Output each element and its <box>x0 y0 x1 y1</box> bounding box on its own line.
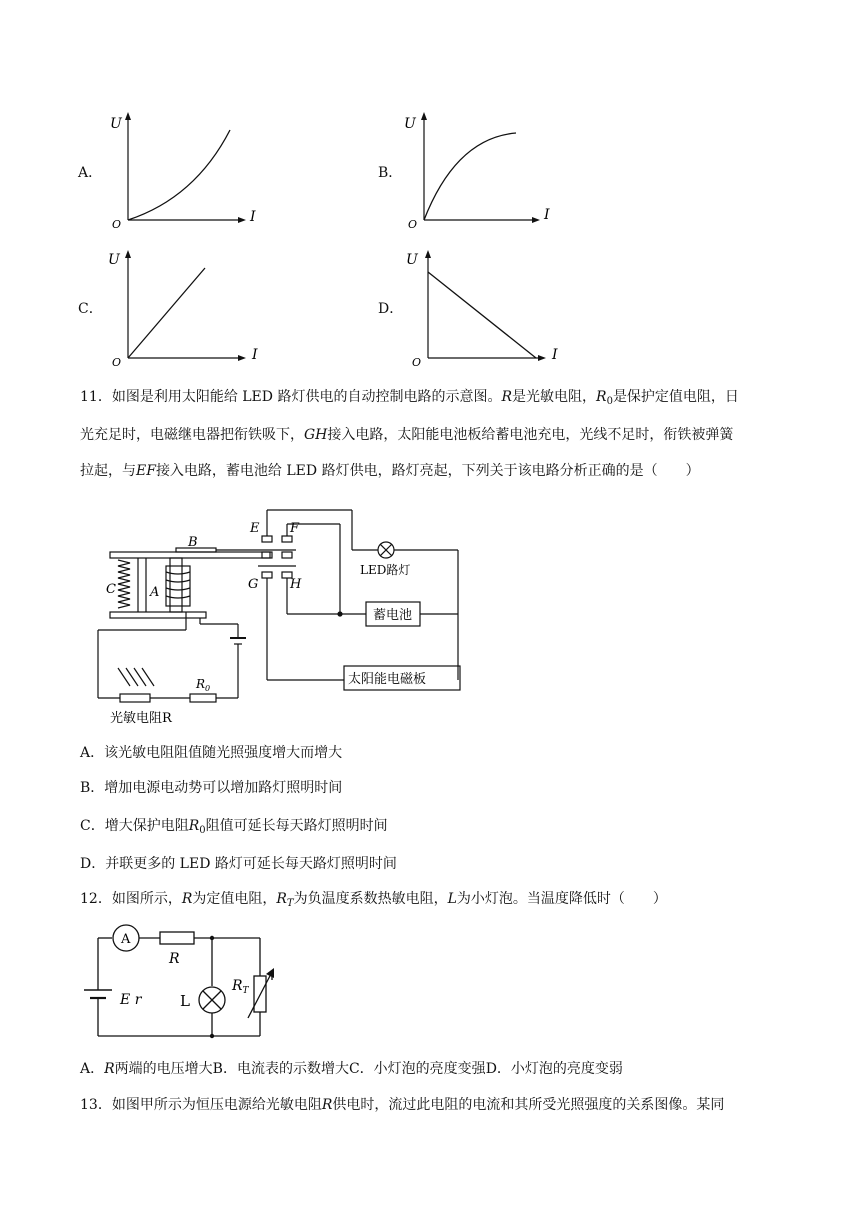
q12-circuit-diagram <box>80 920 290 1044</box>
q12-options-row <box>80 1059 623 1079</box>
x-label: I <box>252 347 258 363</box>
y-label: U <box>110 116 122 132</box>
relay-top-bar <box>110 552 270 558</box>
q12-option-b[interactable]: B．电流表的示数增大 <box>212 1061 349 1077</box>
q11-stem-line3: 拉起，与EF接入电路，蓄电池给 LED 路灯供电，路灯亮起，下列关于该电路分析正确的是（ ） <box>80 463 700 479</box>
l-label: L <box>180 992 190 1010</box>
led-label: LED路灯 <box>360 563 411 577</box>
relay-base <box>110 612 206 618</box>
y-label: U <box>406 252 418 268</box>
label-a: A <box>150 585 160 600</box>
origin-label: O <box>112 218 122 230</box>
q13-stem: 13．如图甲所示为恒压电源给光敏电阻R供电时，流过此电阻的电流和其所受光照强度的关系图像。某同 <box>80 1097 725 1113</box>
photoresistor-r <box>120 694 150 702</box>
x-label: I <box>250 209 256 225</box>
spring-c <box>118 560 130 608</box>
x-label: I <box>552 347 558 363</box>
graph-d <box>400 246 570 368</box>
q11-circuit-diagram <box>90 500 480 730</box>
label-h: H <box>290 577 302 592</box>
rt-label: $R_T$ <box>232 978 249 996</box>
r0-label: $R_0$ <box>196 677 211 693</box>
photoresistor-label: 光敏电阻R <box>110 711 172 726</box>
resistor-r <box>160 932 194 944</box>
q12-option-c[interactable]: C．小灯泡的亮度变强 <box>348 1061 486 1077</box>
q11-option-b[interactable]: B．增加电源电动势可以增加路灯照明时间 <box>80 780 343 796</box>
label-f: F <box>290 521 300 536</box>
label-g: G <box>248 577 259 592</box>
curve-a <box>128 130 230 220</box>
ammeter-label: A <box>121 932 131 947</box>
option-letter: C． <box>78 301 103 317</box>
origin-label: O <box>112 356 122 368</box>
curve-d <box>428 272 536 358</box>
resistor-r0 <box>190 694 216 702</box>
y-label: U <box>108 252 120 268</box>
y-label: U <box>404 116 416 132</box>
solar-label: 太阳能电磁板 <box>348 672 427 687</box>
q12-option-a[interactable]: A．R两端的电压增大 <box>80 1061 213 1077</box>
q11-option-c[interactable]: C．增大保护电阻$R_0$阻值可延长每天路灯照明时间 <box>80 818 388 836</box>
battery-label: 蓄电池 <box>373 608 413 623</box>
emf-label: E r <box>120 992 142 1008</box>
option-letter: D． <box>378 301 404 317</box>
q12-stem: 12．如图所示，R为定值电阻，$R_T$为负温度系数热敏电阻，L为小灯泡。当温度降低时（ ） <box>80 891 667 909</box>
q11-option-a[interactable]: A．该光敏电阻阻值随光照强度增大而增大 <box>80 745 343 761</box>
q11-stem-line1: 11．如图是利用太阳能给 LED 路灯供电的自动控制电路的示意图。R是光敏电阻，$R_0$是保护定值电阻，日 <box>80 389 739 407</box>
q11-option-d[interactable]: D．并联更多的 LED 路灯可延长每天路灯照明时间 <box>80 856 397 872</box>
q11-stem-line2: 光充足时，电磁继电器把衔铁吸下，GH接入电路，太阳能电池板给蓄电池充电，光线不足时，衔铁被弹簧 <box>80 427 734 443</box>
option-letter: B． <box>378 165 403 181</box>
r-label: R <box>169 951 180 967</box>
label-c: C <box>106 582 116 597</box>
curve-c <box>128 268 205 358</box>
origin-label: O <box>412 356 422 368</box>
option-letter: A． <box>78 165 103 181</box>
label-e: E <box>250 521 260 536</box>
label-b: B <box>188 535 198 550</box>
graph-c <box>100 246 270 368</box>
q12-option-d[interactable]: D．小灯泡的亮度变弱 <box>485 1061 623 1077</box>
x-label: I <box>544 207 550 223</box>
curve-b <box>424 133 516 220</box>
origin-label: O <box>408 218 418 230</box>
graph-b <box>396 108 566 230</box>
graph-a <box>100 108 270 230</box>
